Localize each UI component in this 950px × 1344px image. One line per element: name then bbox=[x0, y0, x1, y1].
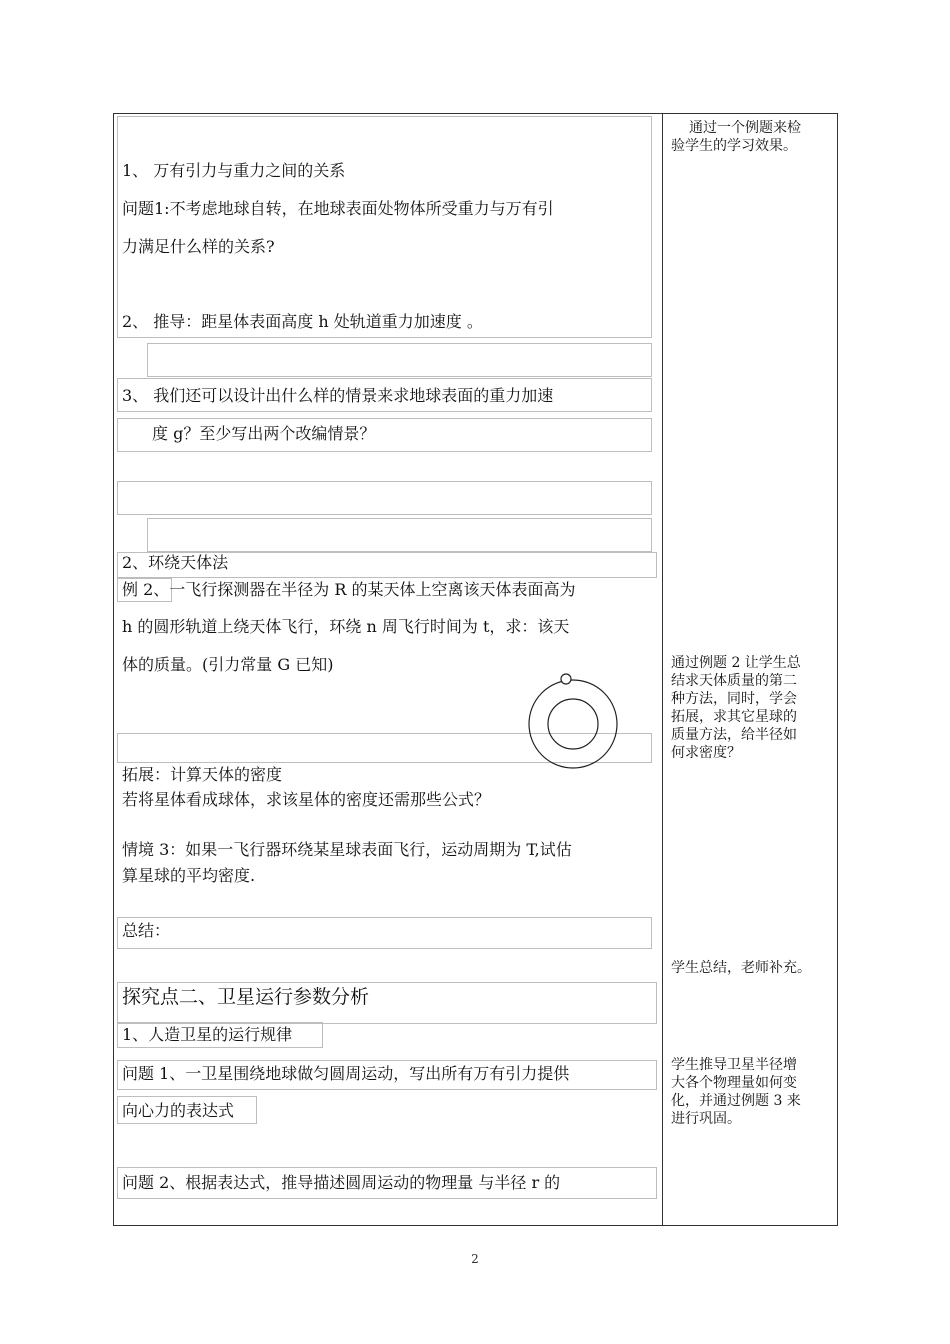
orbit-outer-circle bbox=[529, 680, 617, 768]
satellite-law-title: 1、人造卫星的运行规律 bbox=[122, 1025, 293, 1044]
question-1-line-2: 力满足什么样的关系? bbox=[122, 237, 275, 256]
frame-5 bbox=[117, 481, 652, 515]
side-note-2-line-3: 种方法，同时，学会 bbox=[671, 691, 797, 707]
scenario-3-line-1: 情境 3：如果一飞行器环绕某星球表面飞行，运动周期为 T,试估 bbox=[122, 840, 572, 859]
side-note-1-line-1: 通过一个例题来检 bbox=[689, 120, 801, 136]
question-2-satellite-line-1: 问题 2、根据表达式，推导描述圆周运动的物理量 与半径 r 的 bbox=[122, 1173, 561, 1192]
summary-label: 总结： bbox=[122, 921, 171, 940]
question-1-line-1: 问题1:不考虑地球自转，在地球表面处物体所受重力与万有引 bbox=[122, 199, 554, 218]
example-2-line-3: 体的质量。(引力常量 G 已知) bbox=[122, 655, 334, 674]
column-divider bbox=[662, 113, 663, 1226]
frame-2 bbox=[147, 343, 652, 377]
planet-circle bbox=[548, 699, 598, 749]
side-note-2-line-1: 通过例题 2 让学生总 bbox=[671, 655, 801, 671]
side-note-1-line-2: 验学生的学习效果。 bbox=[671, 138, 797, 154]
frame-10 bbox=[117, 917, 652, 949]
extension-question: 若将星体看成球体，求该星体的密度还需那些公式？ bbox=[122, 790, 491, 809]
extension-title: 拓展：计算天体的密度 bbox=[122, 765, 283, 784]
side-note-4-line-1: 学生推导卫星半径增 bbox=[671, 1057, 797, 1073]
question-1-satellite-line-1: 问题 1、一卫星围绕地球做匀圆周运动，写出所有万有引力提供 bbox=[122, 1064, 570, 1083]
example-2-line-1: 例 2、一飞行探测器在半径为 R 的某天体上空离该天体表面高为 bbox=[122, 580, 576, 599]
scenario-prompt-line-2: 度 g？至少写出两个改编情景？ bbox=[152, 424, 376, 443]
section-2-heading: 探究点二、卫星运行参数分析 bbox=[122, 986, 370, 1008]
scenario-prompt-line-1: 3、 我们还可以设计出什么样的情景来求地球表面的重力加速 bbox=[122, 386, 554, 405]
derivation-prompt: 2、 推导：距星体表面高度 h 处轨道重力加速度 。 bbox=[122, 312, 483, 331]
frame-1 bbox=[117, 116, 652, 338]
side-note-4-line-4: 进行巩固。 bbox=[671, 1111, 741, 1127]
question-1-satellite-line-2: 向心力的表达式 bbox=[122, 1101, 235, 1120]
section-1-title: 1、 万有引力与重力之间的关系 bbox=[122, 161, 346, 180]
side-note-2-line-2: 结求天体质量的第二 bbox=[671, 673, 797, 689]
orbit-diagram bbox=[525, 670, 625, 776]
frame-6 bbox=[147, 518, 652, 552]
example-2-line-2: h 的圆形轨道上绕天体飞行，环绕 n 周飞行时间为 t，求：该天 bbox=[122, 617, 570, 636]
satellite-dot bbox=[561, 674, 571, 684]
side-note-2-line-4: 拓展，求其它星球的 bbox=[671, 709, 797, 725]
side-note-3: 学生总结，老师补充。 bbox=[671, 960, 811, 976]
side-note-2-line-5: 质量方法，给半径如 bbox=[671, 727, 797, 743]
side-note-4-line-2: 大各个物理量如何变 bbox=[671, 1075, 797, 1091]
orbit-method-title: 2、环绕天体法 bbox=[122, 553, 229, 572]
scenario-3-line-2: 算星球的平均密度. bbox=[122, 866, 256, 885]
page-number: 2 bbox=[471, 1252, 479, 1266]
side-note-2-line-6: 何求密度？ bbox=[671, 745, 741, 761]
side-note-4-line-3: 化，并通过例题 3 来 bbox=[671, 1093, 801, 1109]
